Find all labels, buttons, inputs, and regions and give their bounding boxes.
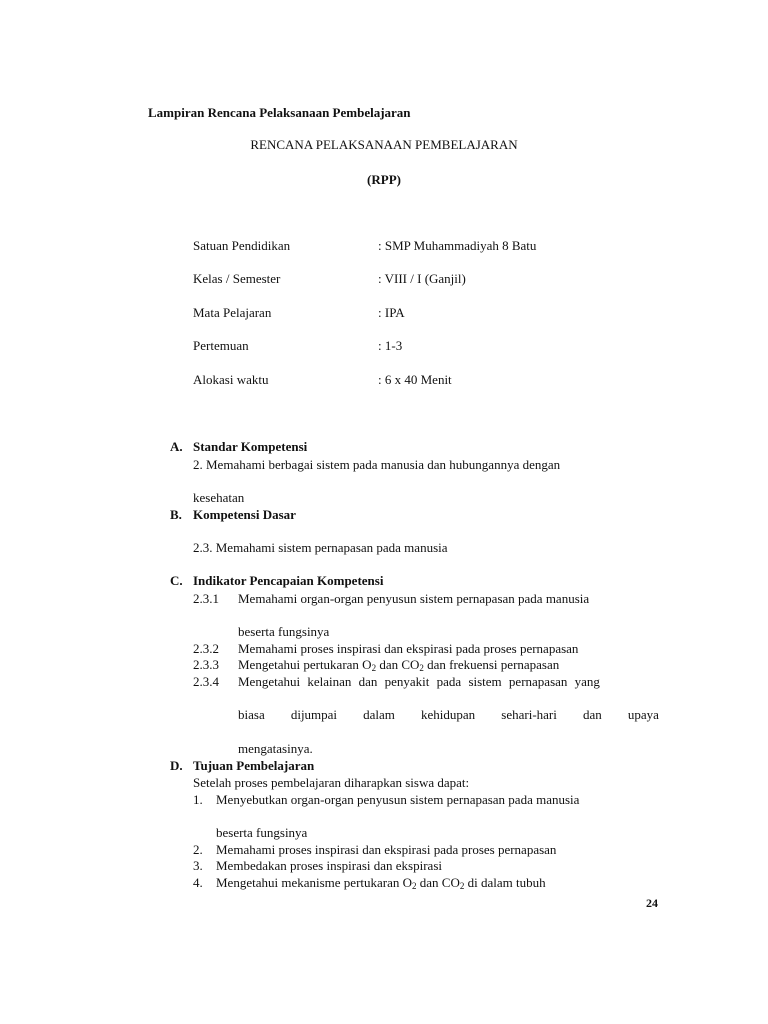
- subscript-two: 2: [371, 663, 377, 673]
- objective-text-part: di dalam tubuh: [464, 875, 546, 890]
- identity-value-subject: : IPA: [378, 305, 405, 320]
- objective-number: 4.: [193, 875, 203, 890]
- identity-label-meeting: Pertemuan: [193, 338, 249, 353]
- subscript-two: 2: [459, 881, 465, 891]
- word: biasa: [238, 707, 265, 722]
- indicator-text: [238, 657, 559, 673]
- indicator-text-main: Mengetahui kelainan dan penyakit pada sistem pernapasan yang: [238, 674, 600, 689]
- document-subtitle: (RPP): [367, 172, 401, 187]
- identity-value-school: : SMP Muhammadiyah 8 Batu: [378, 238, 537, 253]
- section-b-title: Kompetensi Dasar: [193, 507, 296, 522]
- section-a-text-line2: kesehatan: [193, 490, 245, 505]
- identity-label-time: Alokasi waktu: [193, 372, 269, 387]
- indicator-text-part: Mengetahui pertukaran O: [238, 657, 372, 672]
- section-d-title: Tujuan Pembelajaran: [193, 758, 315, 773]
- objective-number: 2.: [193, 842, 203, 857]
- objective-text-part: Mengetahui mekanisme pertukaran O: [216, 875, 413, 890]
- section-a-title: Standar Kompetensi: [193, 439, 308, 454]
- objective-text: Membedakan proses inspirasi dan ekspirasi: [216, 858, 443, 873]
- indicator-number: 2.3.2: [193, 641, 219, 656]
- word: kehidupan: [421, 707, 476, 722]
- indicator-text-part: dan frekuensi pernapasan: [423, 657, 560, 672]
- section-c-title: Indikator Pencapaian Kompetensi: [193, 573, 384, 588]
- identity-value-time: : 6 x 40 Menit: [378, 372, 452, 387]
- indicator-number: 2.3.4: [193, 674, 219, 689]
- objective-text-part: dan CO: [416, 875, 460, 890]
- word: upaya: [627, 707, 659, 722]
- identity-label-subject: Mata Pelajaran: [193, 305, 272, 320]
- document-title: RENCANA PELAKSANAAN PEMBELAJARAN: [250, 137, 518, 152]
- word: dalam: [363, 707, 395, 722]
- indicator-number: 2.3.3: [193, 657, 219, 672]
- section-a-letter: A.: [170, 439, 183, 454]
- section-c-letter: C.: [170, 573, 183, 588]
- objective-number: 1.: [193, 792, 203, 807]
- objective-text: [216, 875, 546, 891]
- indicator-text-justified: [238, 707, 659, 723]
- page-number: 24: [646, 896, 658, 910]
- section-a-text-line1: 2. Memahami berbagai sistem pada manusia dan hubungannya dengan: [193, 457, 561, 472]
- word: dijumpai: [290, 707, 338, 722]
- objective-text-continued: beserta fungsinya: [216, 825, 308, 840]
- indicator-text-continued: mengatasinya.: [238, 741, 313, 756]
- identity-value-meeting: : 1-3: [378, 338, 403, 353]
- indicator-text-continued: beserta fungsinya: [238, 624, 330, 639]
- section-b-letter: B.: [170, 507, 182, 522]
- identity-value-class: : VIII / I (Ganjil): [378, 271, 466, 286]
- subscript-two: 2: [419, 663, 424, 673]
- attachment-heading: Lampiran Rencana Pelaksanaan Pembelajaran: [148, 105, 411, 120]
- word: dan: [583, 707, 602, 722]
- identity-label-class: Kelas / Semester: [193, 271, 281, 286]
- indicator-text: [238, 674, 659, 690]
- section-d-letter: D.: [170, 758, 183, 773]
- identity-label-school: Satuan Pendidikan: [193, 238, 291, 253]
- indicator-number: 2.3.1: [193, 591, 219, 606]
- indicator-text: Memahami proses inspirasi dan ekspirasi pada proses pernapasan: [238, 641, 579, 656]
- subscript-two: 2: [412, 881, 417, 891]
- word: sehari-hari: [501, 707, 557, 722]
- section-b-text: 2.3. Memahami sistem pernapasan pada manusia: [193, 540, 448, 555]
- indicator-text: Memahami organ-organ penyusun sistem pernapasan pada manusia: [238, 591, 590, 606]
- indicator-text-part: dan CO: [376, 657, 420, 672]
- objective-number: 3.: [193, 858, 203, 873]
- objective-text: Memahami proses inspirasi dan ekspirasi pada proses pernapasan: [216, 842, 557, 857]
- objective-text: Menyebutkan organ-organ penyusun sistem pernapasan pada manusia: [216, 792, 580, 807]
- section-d-intro: Setelah proses pembelajaran diharapkan siswa dapat:: [193, 775, 470, 790]
